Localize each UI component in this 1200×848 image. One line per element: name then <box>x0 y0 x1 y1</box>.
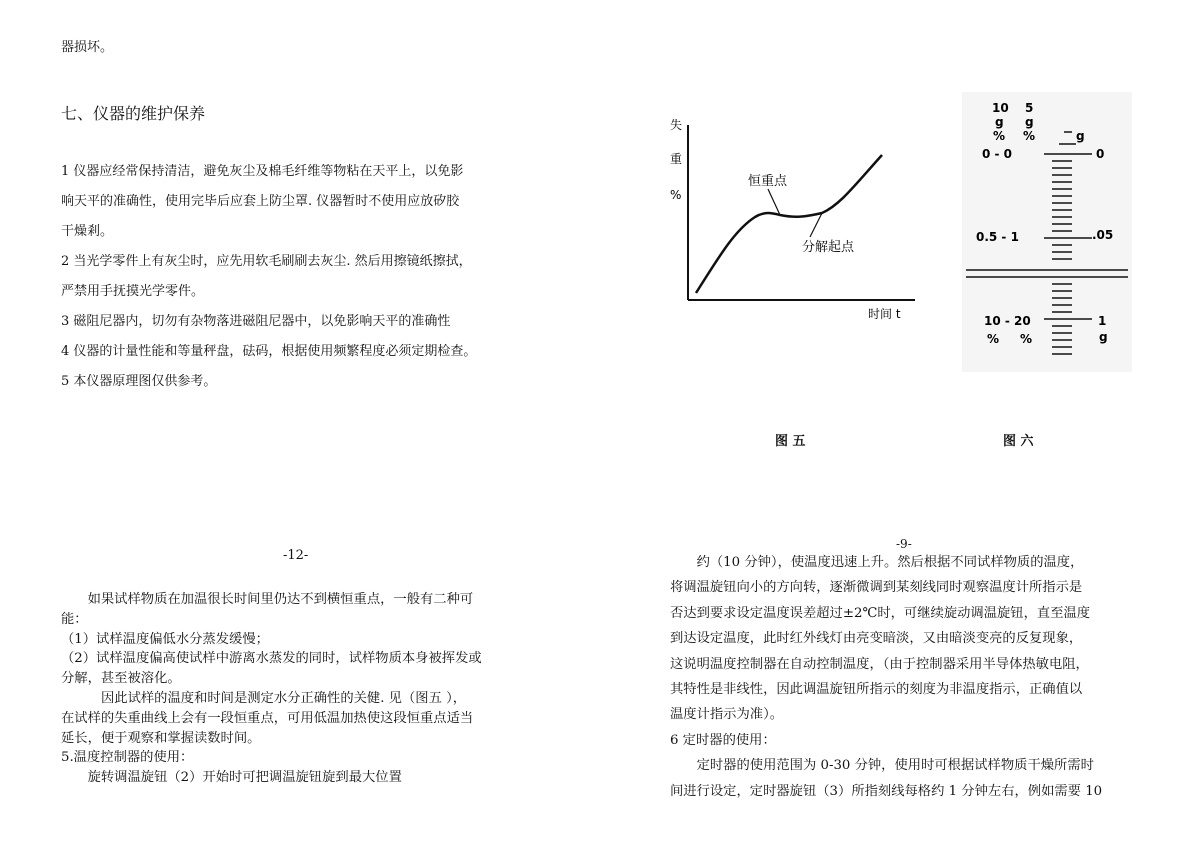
paragraph-line: 其特性是非线性，因此调温旋钮所指示的刻度为非温度指示，正确值以 <box>670 682 1083 698</box>
top-label-10-pct: % <box>993 129 1006 143</box>
y-label-1: 失 <box>670 118 683 132</box>
top-label-5-g: g <box>1025 115 1034 129</box>
paragraph-line: 如果试样物质在加温很长时间里仍达不到横恒重点，一般有二种可 <box>87 592 474 607</box>
row0-left: 0 - 0 <box>982 147 1013 161</box>
constant-weight-label: 恒重点 <box>748 174 788 189</box>
list-line: 响天平的准确性，使用完毕后应套上防尘罩. 仪器暂时不使用应放矽胶 <box>61 194 460 209</box>
top-label-10-g: g <box>995 115 1004 129</box>
paragraph-line: 定时器的使用范围为 0-30 分钟，使用时可根据试样物质干燥所需时 <box>696 758 1094 774</box>
paragraph-line: 约（10 分钟），使温度迅速上升。然后根据不同试样物质的温度， <box>696 555 1084 570</box>
decompose-label: 分解起点 <box>802 240 855 255</box>
row1-left: 0.5 - 1 <box>976 230 1019 244</box>
paragraph-line: 否达到要求设定温度误差超过±2℃时，可继续旋动调温旋钮，直至温度 <box>670 605 1091 621</box>
right-bottom-text <box>670 550 1102 804</box>
constant-weight-pointer <box>768 189 780 215</box>
page-number-left: -12- <box>283 548 309 563</box>
bottom-pct-1: % <box>987 332 1000 346</box>
decompose-pointer <box>810 213 822 237</box>
paragraph-line: 温度计指示为准）。 <box>670 707 784 723</box>
list-line: 干燥剎。 <box>61 224 114 239</box>
page-number-right: -9- <box>896 537 912 551</box>
paragraph-line: 间进行设定，定时器旋钮（3）所指刻线每格约 1 分钟左右，例如需要 10 <box>670 783 1103 799</box>
list-line: 严禁用手抚摸光学零件。 <box>61 284 205 299</box>
list-line: 5 本仪器原理图仅供参考。 <box>61 374 217 389</box>
top-label-g: g <box>1076 129 1085 143</box>
paragraph-line: 5.温度控制器的使用： <box>61 750 194 766</box>
figure-5-caption: 图 五 <box>775 434 806 449</box>
list-line: 2 当光学零件上有灰尘时，应先用软毛刷刷去灰尘. 然后用擦镜纸擦拭， <box>61 254 472 269</box>
left-bottom-text <box>61 590 482 788</box>
bottom-g: g <box>1099 330 1108 344</box>
paragraph-line: 将调温旋钮向小的方向转，逐渐微调到某刻线同时观察温度计所指示是 <box>670 580 1083 596</box>
top-label-5-pct: % <box>1023 129 1036 143</box>
list-line: 3 磁阻尼器内，切勿有杂物落进磁阻尼器中，以免影响天平的准确性 <box>61 314 451 329</box>
y-label-3: % <box>670 188 682 202</box>
paragraph-line: 分解，甚至被溶化。 <box>61 671 181 687</box>
paragraph-line: 这说明温度控制器在自动控制温度，（由于控制器采用半导体热敏电阻， <box>670 656 1089 672</box>
paragraph-line: （2）试样温度偏高使试样中游离水蒸发的同时，试样物质本身被挥发或 <box>61 651 482 667</box>
paragraph-line: 到达设定温度，此时红外线灯由亮变暗淡，又由暗淡变亮的反复现象， <box>670 631 1083 647</box>
list-line: 1 仪器应经常保持清洁，避免灰尘及棉毛纤维等物粘在天平上，以免影 <box>61 164 464 179</box>
x-axis-label: 时间 t <box>868 307 901 321</box>
carry-over-text: 器损坏。 <box>61 40 114 55</box>
row2-right: 1 <box>1098 314 1107 328</box>
list-line: 4 仪器的计量性能和等量秤盘，砝码，根据使用频繁程度必须定期检查。 <box>61 344 477 359</box>
paragraph-line: （1）试样温度偏低水分蒸发缓慢； <box>61 631 269 647</box>
bottom-pct-2: % <box>1020 332 1033 346</box>
maintenance-list <box>61 157 476 397</box>
figure-5-chart <box>660 105 930 325</box>
figure-6-scale <box>962 92 1132 372</box>
row2-left: 10 - 20 <box>984 314 1031 328</box>
paragraph-line: 因此试样的温度和时间是测定水分正确性的关健. 见（图五 ）， <box>101 690 467 706</box>
figure-6-caption: 图 六 <box>1003 434 1034 449</box>
paragraph-line: 旋转调温旋钮（2）开始时可把调温旋钮旋到最大位置 <box>87 770 402 786</box>
row1-right: .05 <box>1092 228 1114 242</box>
section-heading: 七、仪器的维护保养 <box>61 104 206 123</box>
paragraph-line: 6 定时器的使用： <box>670 732 776 748</box>
paragraph-line: 能： <box>61 611 88 627</box>
paragraph-line: 在试样的失重曲线上会有一段恒重点，可用低温加热使这段恒重点适当 <box>61 710 474 726</box>
paragraph-line: 延长，便于观察和掌握读数时间。 <box>61 730 261 746</box>
top-label-5: 5 <box>1025 101 1034 115</box>
top-label-10: 10 <box>992 101 1009 115</box>
y-label-2: 重 <box>670 152 683 166</box>
row0-right: 0 <box>1096 147 1105 161</box>
weight-loss-curve <box>696 155 882 293</box>
